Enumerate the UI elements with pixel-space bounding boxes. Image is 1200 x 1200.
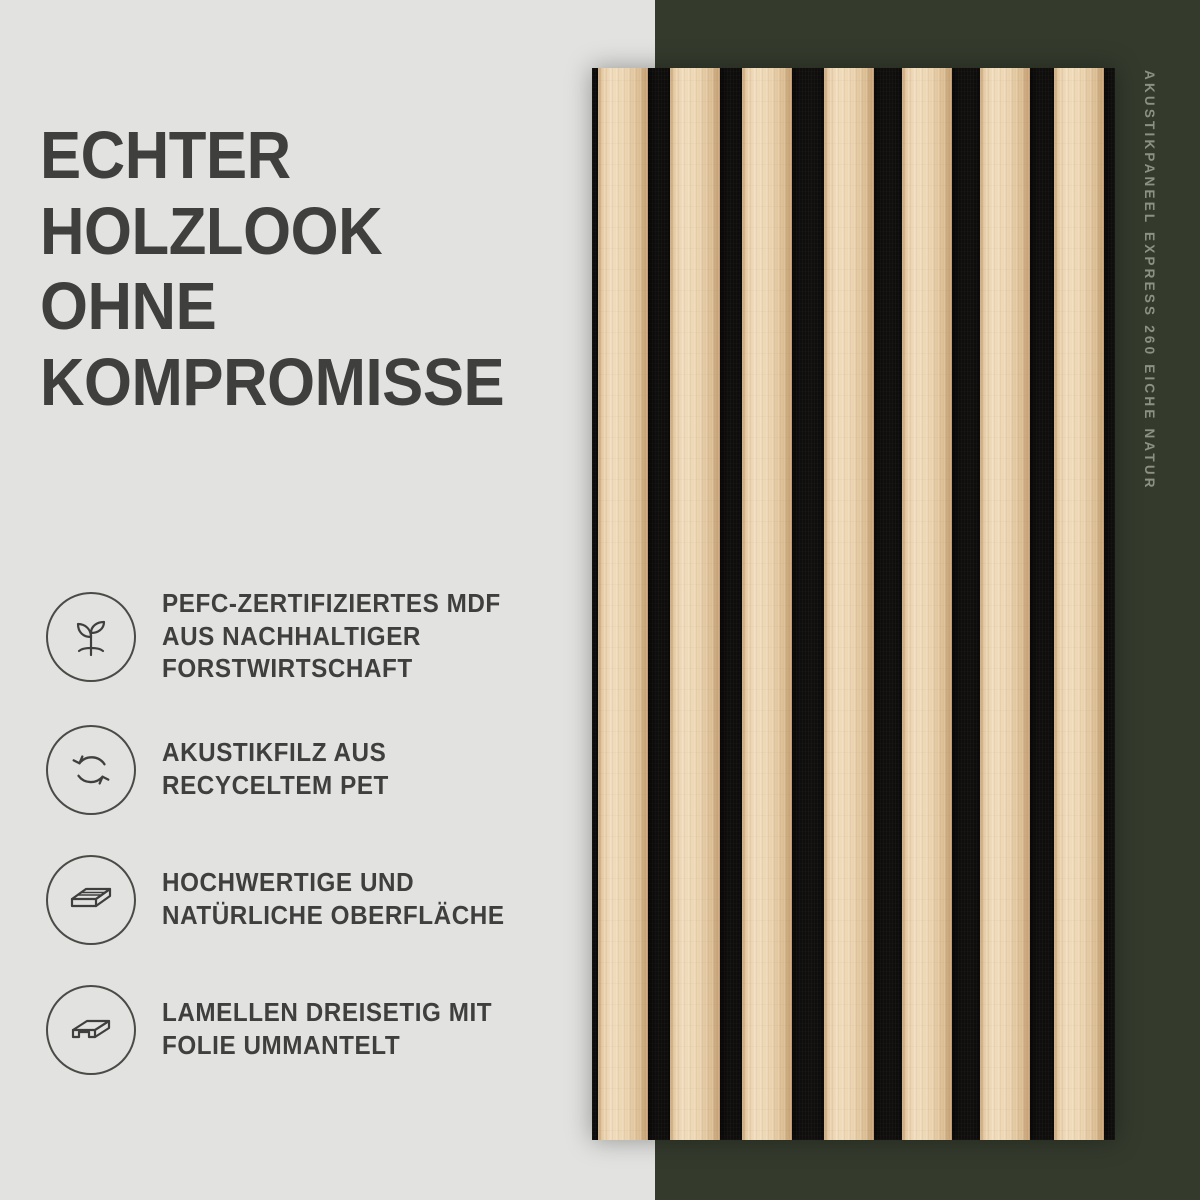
product-name-vertical-caption: AKUSTIKPANEEL EXPRESS 260 EICHE NATUR: [1142, 70, 1157, 491]
slat-profile-icon: [46, 985, 136, 1075]
wood-slat: [742, 68, 792, 1140]
feature-label: AKUSTIKFILZ AUS RECYCELTEM PET: [162, 739, 389, 800]
recycle-arrows-icon: [46, 725, 136, 815]
wood-slat: [902, 68, 952, 1140]
wood-slat: [670, 68, 720, 1140]
acoustic-slat-panel: [592, 68, 1115, 1140]
feature-item: [46, 984, 576, 1076]
vertical-caption-wrapper: [1144, 70, 1170, 690]
feature-item: [46, 854, 576, 946]
page-headline: ECHTER HOLZLOOK OHNE KOMPROMISSE: [40, 118, 505, 421]
feature-item: [46, 588, 576, 686]
feature-list: [46, 588, 576, 1114]
feature-item: [46, 724, 576, 816]
wood-slat: [824, 68, 874, 1140]
wood-slat: [1054, 68, 1104, 1140]
plant-sprout-icon: [46, 592, 136, 682]
wood-plank-icon: [46, 855, 136, 945]
feature-label: PEFC-ZERTIFIZIERTES MDF AUS NACHHALTIGER FORSTWIRTSCHAFT: [162, 590, 501, 684]
feature-label: LAMELLEN DREISETIG MIT FOLIE UMMANTELT: [162, 999, 493, 1060]
wood-slat: [598, 68, 648, 1140]
feature-label: HOCHWERTIGE UND NATÜRLICHE OBERFLÄCHE: [162, 869, 505, 930]
wood-slat: [980, 68, 1030, 1140]
